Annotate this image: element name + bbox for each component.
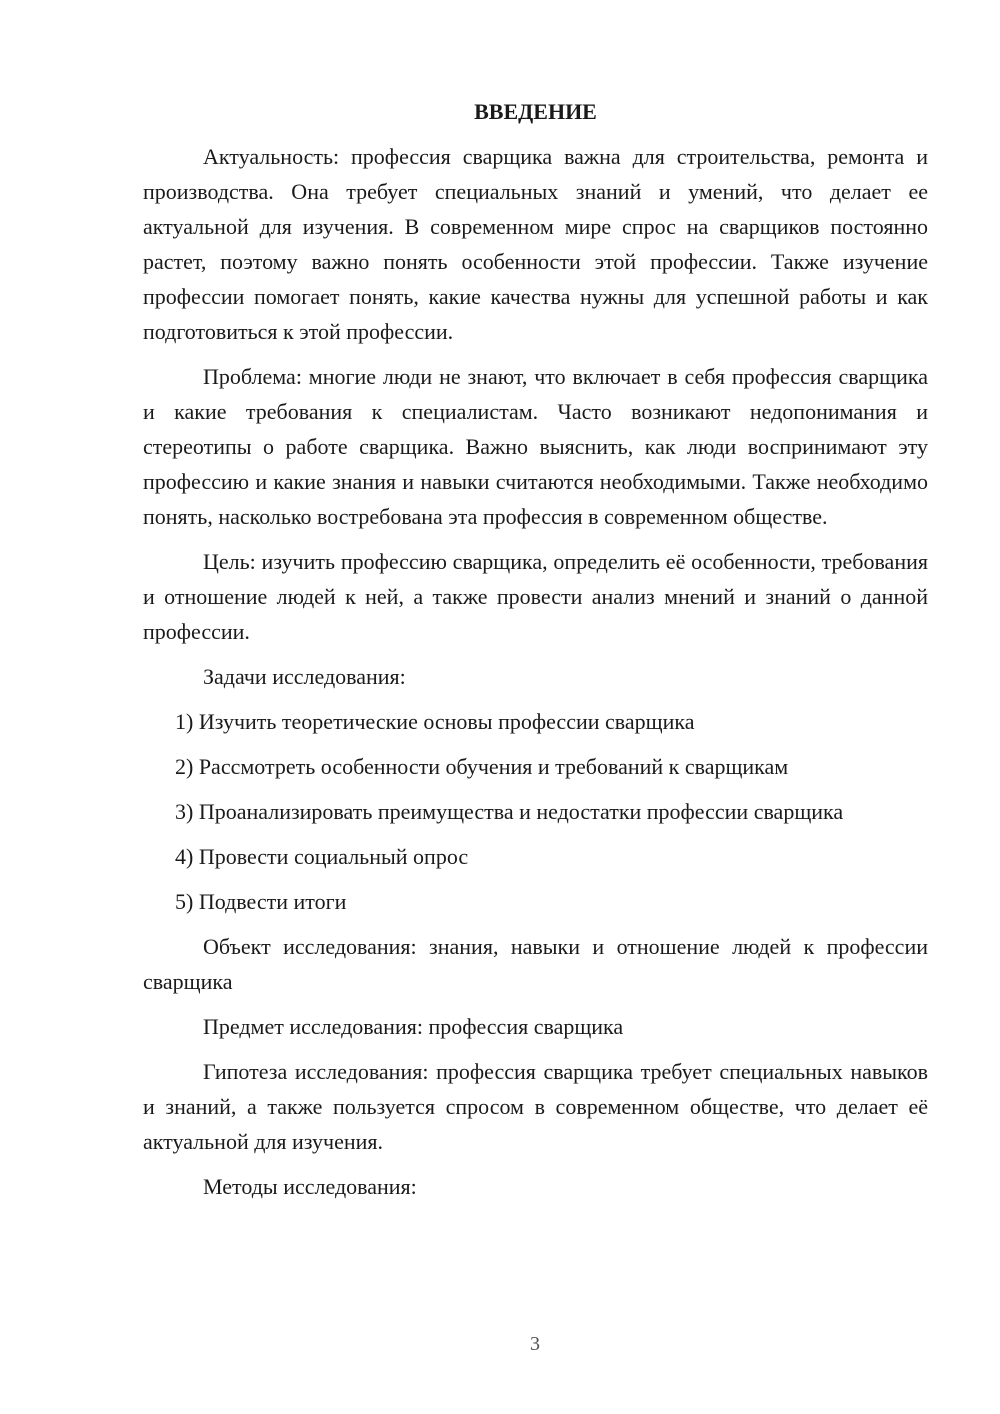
goal-paragraph: Цель: изучить профессию сварщика, определить её особенности, требования и отношение людей к ней, а также провести анализ мнений и знаний о данной профессии.	[143, 549, 928, 644]
section-heading: ВВЕДЕНИЕ	[474, 99, 597, 124]
methods-title: Методы исследования:	[203, 1174, 417, 1199]
tasks-title: Задачи исследования:	[203, 664, 406, 689]
task-item: 3) Проанализировать преимущества и недостатки профессии сварщика	[175, 799, 844, 824]
hypothesis-paragraph: Гипотеза исследования: профессия сварщика требует специальных навыков и знаний, а также пользуется спросом в современном обществе, что делает её актуальной для изучения.	[143, 1059, 928, 1154]
subject-paragraph: Предмет исследования: профессия сварщика	[203, 1014, 624, 1039]
task-item: 2) Рассмотреть особенности обучения и требований к сварщикам	[175, 754, 789, 779]
object-paragraph: Объект исследования: знания, навыки и отношение людей к профессии сварщика	[143, 934, 928, 994]
task-item: 1) Изучить теоретические основы профессии сварщика	[175, 709, 695, 734]
page-number: 3	[530, 1333, 540, 1355]
relevance-paragraph: Актуальность: профессия сварщика важна для строительства, ремонта и производства. Она требует специальных знаний и умений, что делает ее актуальной для изучения. В современном мире спрос на сварщиков постоянно растет, поэтому важно понять особенности этой профессии. Также изучение профессии помогает понять, какие качества нужны для успешной работы и как подготовиться к этой профессии.	[143, 144, 928, 344]
problem-paragraph: Проблема: многие люди не знают, что включает в себя профессия сварщика и какие требования к специалистам. Часто возникают недопонимания и стереотипы о работе сварщика. Важно выяснить, как люди воспринимают эту профессию и какие знания и навыки считаются необходимыми. Также необходимо понять, насколько востребована эта профессия в современном обществе.	[143, 364, 928, 529]
document-page	[143, 94, 928, 1214]
task-item: 4) Провести социальный опрос	[175, 844, 469, 869]
task-item: 5) Подвести итоги	[175, 889, 347, 914]
